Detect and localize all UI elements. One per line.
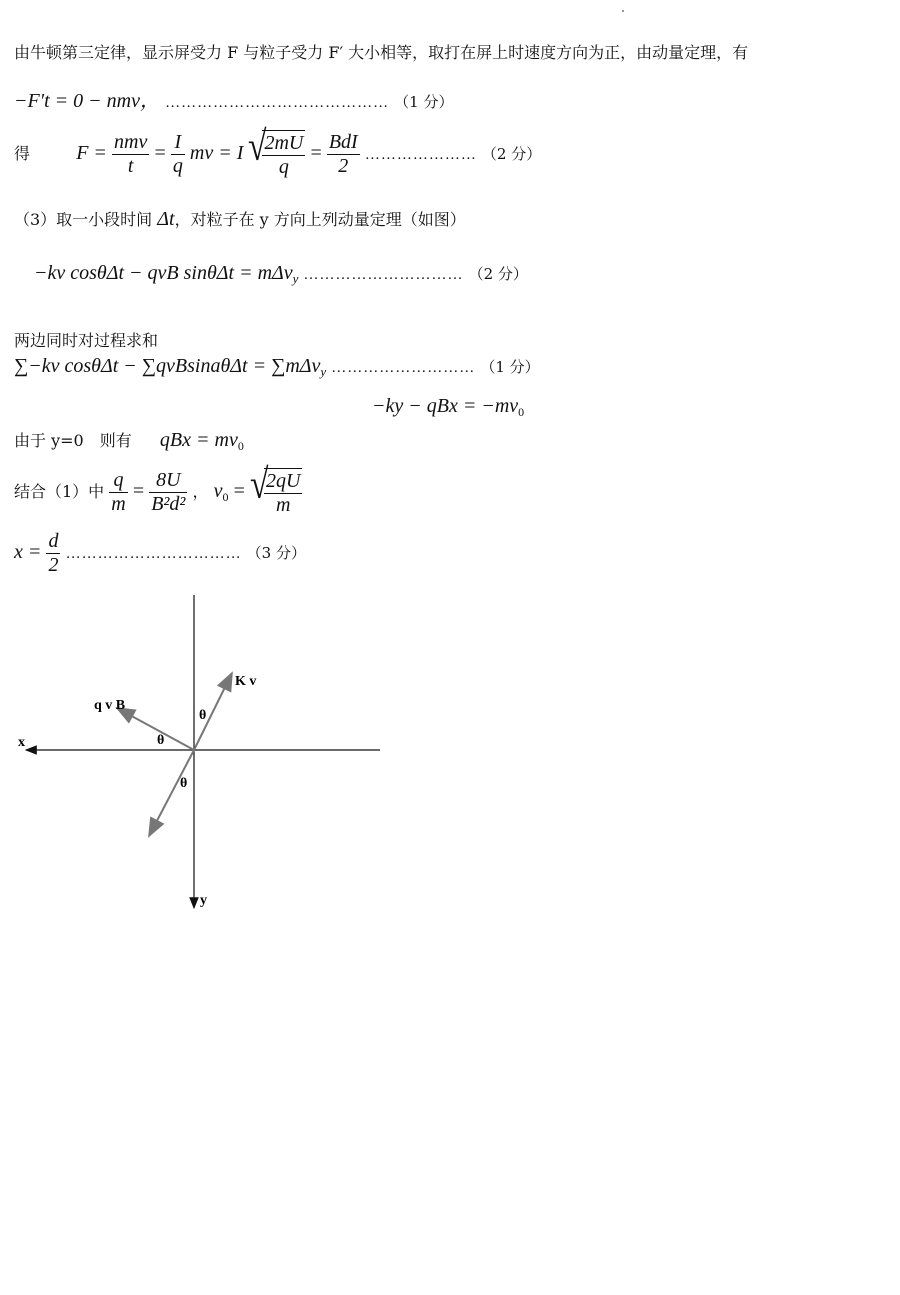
eq4-sub: y (320, 364, 327, 380)
eq1-score: （1 分） (394, 93, 454, 111)
eq2-sqrt-den: q (278, 156, 289, 178)
eq2-f2-den: q (172, 155, 183, 177)
eq3-math: −kv cosθΔt − qvB sinθΔt = mΔv (34, 262, 293, 284)
eq2-eq-b: = (310, 142, 322, 164)
label-x: x (18, 735, 25, 750)
eq7-v0-eq: = (233, 480, 245, 502)
eq8-lhs: x = (14, 541, 42, 563)
eq7-f-den: m (111, 493, 126, 515)
eq2-f3-den: 2 (338, 155, 349, 177)
eq5-sub: 0 (518, 405, 525, 420)
eq7-lead: 结合（1）中 (14, 482, 105, 501)
eq7-g-den: B²d² (151, 493, 186, 515)
eq2-fraction-2 (171, 131, 185, 178)
newton-third-law-text (14, 40, 748, 63)
eq2-f1-num: nmv (114, 131, 148, 153)
equation-1 (14, 84, 453, 113)
theta-lower: θ (180, 776, 188, 791)
equation-2 (14, 124, 542, 179)
qvb-vector (117, 708, 194, 750)
eq7-v0-sub: 0 (222, 490, 229, 505)
theta-upper: θ (199, 708, 207, 723)
eq4-score: （1 分） (480, 358, 540, 376)
eq2-dots: ………………… (364, 147, 477, 163)
eq2-f1-den: t (127, 155, 134, 177)
label-qvb: q v B (94, 698, 126, 713)
eq7-g-num: 8U (149, 469, 187, 493)
eq1-math: −F′t = 0 − nmv， (14, 90, 160, 112)
part-3-intro (14, 207, 466, 231)
eq5-math: −ky − qBx = −mv (372, 395, 519, 417)
eq1-dots: …………………………………… (165, 95, 390, 111)
line1-text: 由牛顿第三定律，显示屏受力 F 与粒子受力 F′ 大小相等，取打在屏上时速度方向为正，由动量定理，有 (14, 43, 749, 62)
equation-6 (14, 428, 244, 454)
eq2-fraction-3 (327, 131, 360, 178)
eq7-fraction-8u (149, 469, 187, 516)
eq6-sub: 0 (237, 439, 244, 454)
stray-mark (622, 10, 624, 12)
label-kv: K v (235, 674, 257, 689)
eq6-math: qBx = mv (159, 429, 238, 451)
eq7-sqrt: √ $\frac{2qU}{m}$ (249, 462, 301, 516)
equation-7 (14, 462, 302, 517)
eq4-math: ∑−kv cosθΔt − ∑qvBsinaθΔt = ∑mΔv (14, 355, 321, 377)
velocity-vector (149, 750, 194, 836)
eq7-v0: v (213, 480, 223, 502)
eq8-f-num: d (48, 530, 59, 552)
equation-8 (14, 530, 306, 577)
equation-3 (34, 262, 528, 287)
eq7-comma: ， (192, 482, 209, 501)
eq2-eq-a: = (154, 142, 166, 164)
eq8-f-den: 2 (48, 554, 59, 576)
eq7-fraction-qm (109, 469, 127, 516)
eq2-f3-num: BdI (328, 131, 358, 153)
sum-intro: 两边同时对过程求和 (14, 331, 159, 350)
theta-left: θ (157, 733, 165, 748)
eq8-score: （3 分） (246, 544, 306, 562)
part3-text-a: （3）取一小段时间 (14, 210, 153, 229)
part3-dt: Δt (157, 208, 175, 230)
eq2-sqrt-num: 2mU (264, 132, 304, 154)
eq7-sqrt-den: m (275, 494, 291, 516)
eq2-mv: mv = I (189, 142, 244, 164)
eq6-lead: 由于 y=0 则有 (14, 431, 132, 450)
eq3-dots: ………………………… (303, 267, 464, 283)
eq8-dots: …………………………… (65, 546, 242, 562)
eq3-score: （2 分） (468, 265, 528, 283)
eq2-sqrt: √ $\frac{2mU}{q}$ (248, 124, 304, 178)
eq2-f2-num: I (171, 131, 185, 155)
eq2-lhs: F = (76, 142, 107, 164)
equation-5 (372, 395, 524, 420)
eq2-fraction-1 (112, 131, 149, 178)
equation-4 (14, 355, 540, 380)
label-y: y (200, 893, 207, 908)
part3-text-b: ，对粒子在 y 方向上列动量定理（如图） (174, 210, 466, 229)
eq4-dots: ……………………… (331, 360, 476, 376)
eq7-sqrt-num: 2qU (265, 470, 301, 492)
eq3-sub: y (292, 271, 299, 287)
eq7-f-num: q (109, 469, 127, 493)
eq8-fraction (46, 530, 60, 577)
eq2-score: （2 分） (481, 145, 542, 163)
eq7-eq: = (132, 480, 145, 502)
force-diagram (14, 590, 394, 920)
eq2-lead: 得 (14, 144, 31, 163)
